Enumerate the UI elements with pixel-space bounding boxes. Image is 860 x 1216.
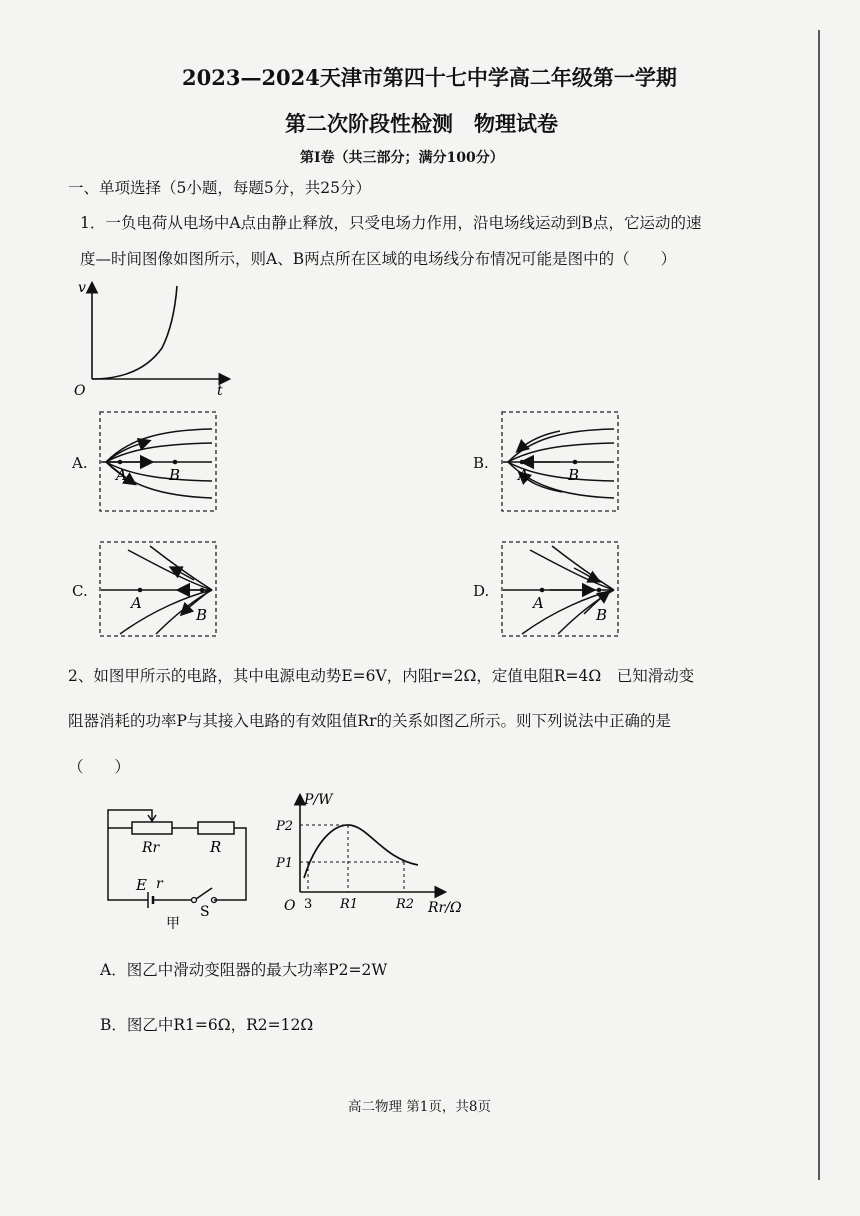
q2-power-graph [268, 790, 478, 920]
q2-origin-label: O [284, 898, 296, 914]
page-footer: 高二物理 第1页，共8页 [348, 1099, 491, 1115]
q1-v-label: v [78, 280, 86, 296]
circuit-label-rr: Rr [142, 840, 160, 856]
q1-line2: 度—时间图像如图所示，则A、B两点所在区域的电场线分布情况可能是图中的（ ） [80, 250, 677, 268]
exam-subtitle: 第二次阶段性检测 物理试卷 [285, 111, 558, 136]
circuit-label-e: E [136, 876, 147, 894]
rheostat-symbol [132, 822, 172, 834]
q2-tick-3: 3 [304, 897, 313, 912]
q2-tick-p1: P1 [276, 856, 294, 871]
q2-tick-p2: P2 [276, 819, 294, 834]
q1-c-point-a: A [131, 594, 142, 612]
q2-line3: （ ） [68, 758, 131, 776]
circuit-label-r: R [210, 838, 222, 856]
q2-line2: 阻器消耗的功率P与其接入电路的有效阻值Rr的关系如图乙所示。则下列说法中正确的是 [68, 712, 672, 730]
q2-tick-r1: R1 [340, 897, 359, 912]
q2-power-curve [304, 825, 418, 878]
q2-r-label: Rr/Ω [428, 900, 462, 916]
circuit-caption: 甲 [166, 916, 180, 932]
circuit-label-internal-r: r [156, 876, 163, 892]
q2-p-label: P/W [304, 792, 333, 808]
q2-line1: 2、如图甲所示的电路，其中电源电动势E=6V，内阻r=2Ω，定值电阻R=4Ω 已知滑动变 [68, 667, 695, 685]
q1-c-point-b: B [196, 606, 208, 624]
q1-origin-label: O [74, 383, 86, 399]
q1-velocity-curve [92, 286, 177, 379]
q2-option-a[interactable]: A．图乙中滑动变阻器的最大功率P2=2W [100, 961, 388, 979]
q1-option-d-field[interactable] [500, 540, 622, 640]
circuit-label-s: S [200, 904, 210, 920]
q1-option-c-field[interactable] [98, 540, 220, 640]
q2-tick-r2: R2 [396, 897, 415, 912]
section-info: 第Ⅰ卷（共三部分；满分100分） [300, 150, 504, 166]
resistor-symbol [198, 822, 234, 834]
switch-symbol [192, 898, 197, 903]
q1-option-b-field[interactable] [500, 410, 622, 514]
q1-b-point-a: A [518, 466, 529, 484]
q1-line1: 1．一负电荷从电场中A点由静止释放，只受电场力作用，沿电场线运动到B点，它运动的速 [80, 214, 702, 232]
q1-d-point-b: B [596, 606, 608, 624]
q2-option-b[interactable]: B．图乙中R1=6Ω，R2=12Ω [100, 1016, 314, 1034]
q1-option-b-label[interactable]: B. [473, 454, 489, 472]
q1-vt-graph [70, 278, 240, 400]
page-edge-line [818, 30, 820, 1180]
q1-option-c-label[interactable]: C. [72, 582, 88, 600]
q1-a-point-b: B [169, 466, 181, 484]
q1-option-a-label[interactable]: A. [72, 454, 88, 472]
q1-option-d-label[interactable]: D. [473, 582, 490, 600]
q1-t-label: t [217, 383, 223, 399]
q2-circuit-diagram [100, 800, 260, 935]
exam-title: 2023—2024天津市第四十七中学高二年级第一学期 [182, 65, 677, 90]
q1-b-point-b: B [568, 466, 580, 484]
part1-heading: 一、单项选择（5小题，每题5分，共25分） [68, 179, 371, 197]
q1-option-a-field[interactable] [98, 410, 220, 514]
q1-a-point-a: A [116, 466, 127, 484]
q1-d-point-a: A [533, 594, 544, 612]
